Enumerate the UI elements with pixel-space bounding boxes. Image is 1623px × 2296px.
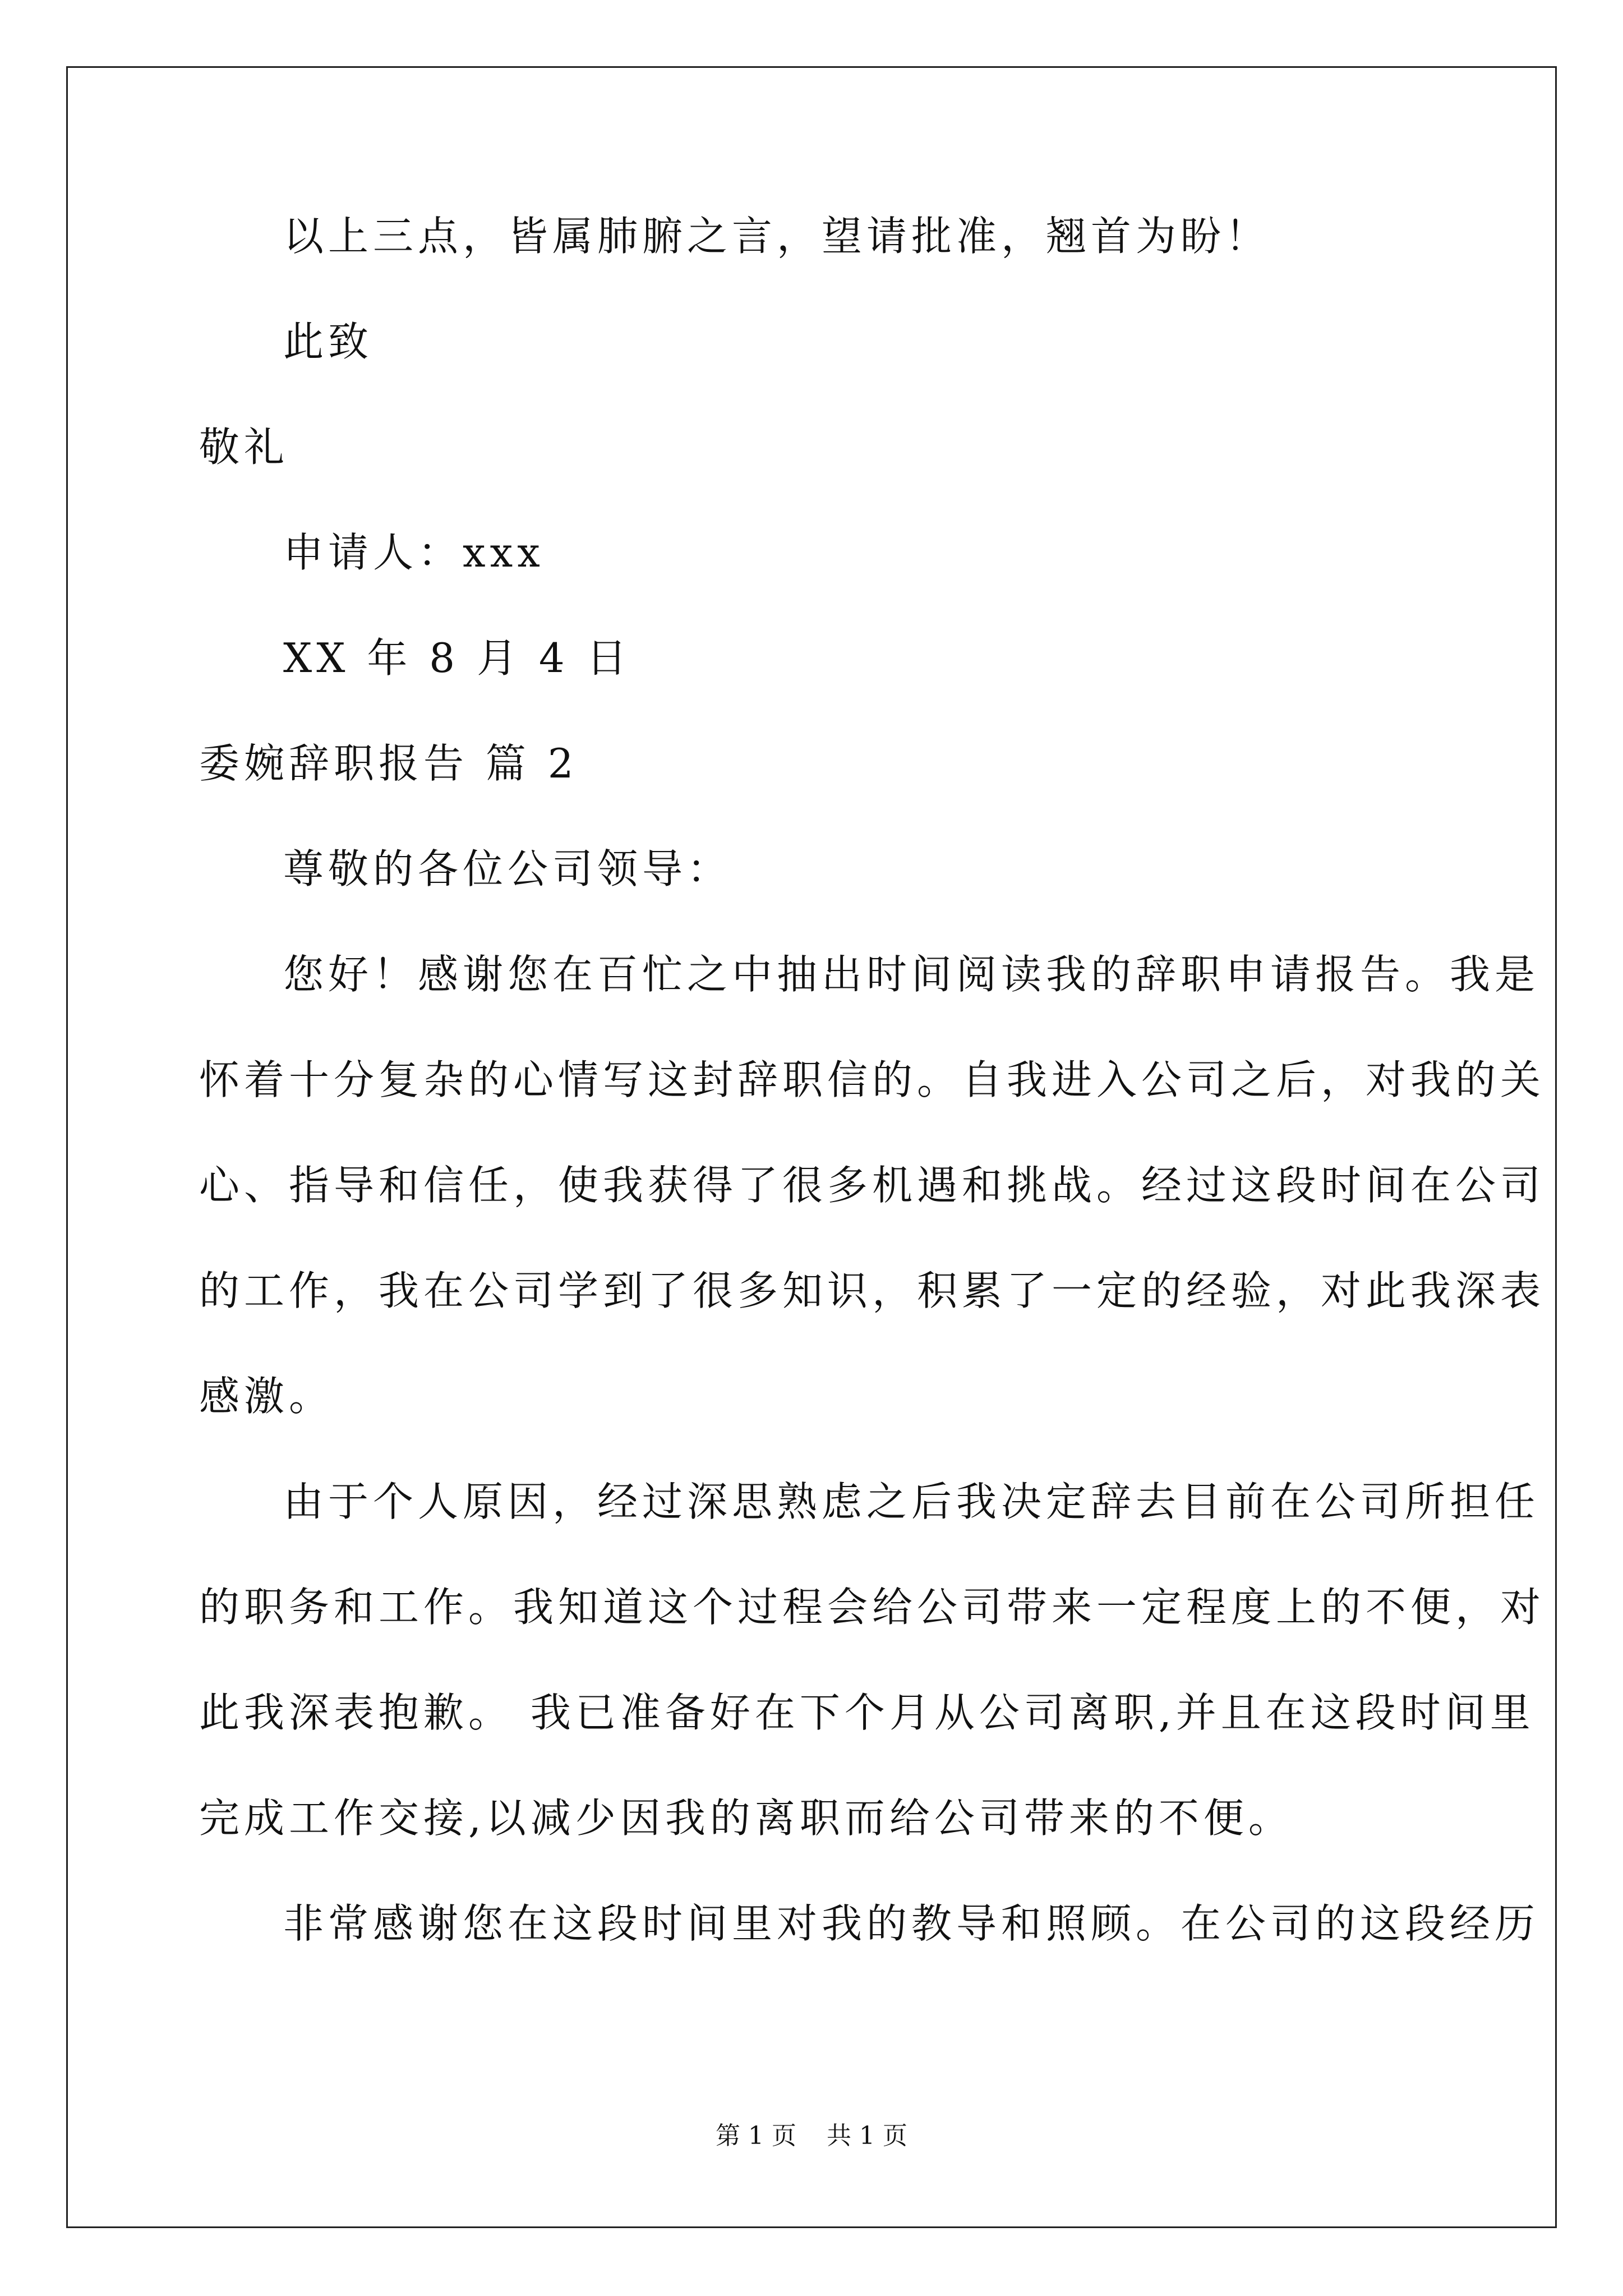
document-body [199, 213, 1546, 1947]
paragraph-2-line-1: 由于个人原因，经过深思熟虑之后我决定辞去目前在公司所担任 [283, 1478, 1540, 1525]
page-number-current: 第 1 页 [716, 2122, 796, 2150]
paragraph-1-line-4: 的工作，我在公司学到了很多知识，积累了一定的经验，对此我深表 [199, 1267, 1546, 1314]
applicant-line: 申请人：xxx [283, 529, 545, 576]
page-footer [0, 2124, 1623, 2148]
section-heading: 委婉辞职报告 篇 2 [199, 740, 578, 787]
page-number-total: 共 1 页 [827, 2122, 907, 2150]
paragraph-1-line-5: 感激。 [199, 1373, 334, 1420]
paragraph-2-line-3: 此我深表抱歉。 我已准备好在下个月从公司离职,并且在这段时间里 [199, 1689, 1535, 1736]
closing-paragraph: 以上三点，皆属肺腑之言，望请批准，翘首为盼！ [283, 213, 1271, 260]
letter-greeting: 尊敬的各位公司领导： [283, 845, 732, 892]
paragraph-1-line-2: 怀着十分复杂的心情写这封辞职信的。自我进入公司之后，对我的关 [199, 1056, 1546, 1103]
date-line: XX 年 8 月 4 日 [283, 634, 631, 682]
salutation-ci-zhi: 此致 [283, 318, 374, 365]
salutation-jing-li: 敬礼 [199, 424, 289, 471]
paragraph-1-line-1: 您好！感谢您在百忙之中抽出时间阅读我的辞职申请报告。我是 [283, 951, 1540, 998]
paragraph-2-line-2: 的职务和工作。我知道这个过程会给公司带来一定程度上的不便，对 [199, 1584, 1546, 1631]
paragraph-1-line-3: 心、指导和信任，使我获得了很多机遇和挑战。经过这段时间在公司 [199, 1162, 1546, 1209]
paragraph-3-line-1: 非常感谢您在这段时间里对我的教导和照顾。在公司的这段经历 [283, 1900, 1540, 1947]
paragraph-2-line-4: 完成工作交接,以减少因我的离职而给公司带来的不便。 [199, 1795, 1293, 1842]
